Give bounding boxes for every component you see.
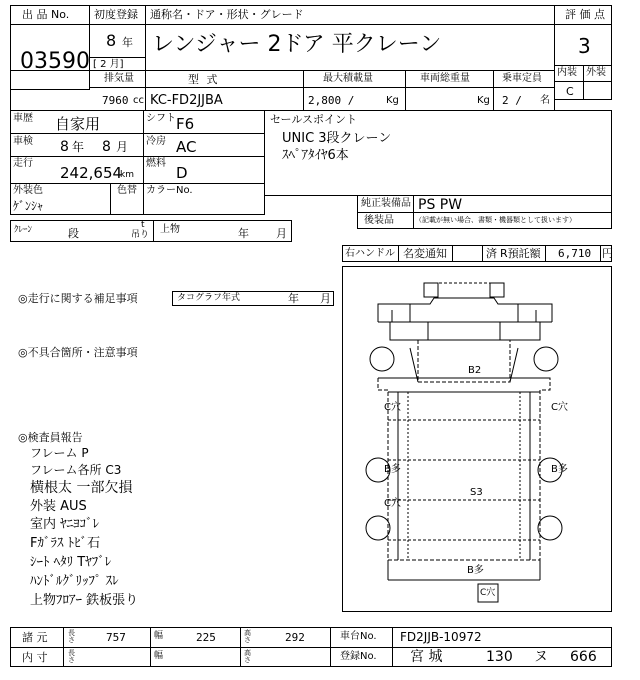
score-value: 3	[578, 34, 591, 58]
aftermarket-label: 後装品	[364, 215, 394, 226]
exterior-label: 外装	[586, 67, 606, 78]
diagram-mark: B多	[467, 565, 484, 576]
defects-label: ◎不具合箇所・注意事項	[18, 346, 138, 359]
diagram-mark: B2	[468, 365, 482, 376]
displacement-value: 7960	[102, 94, 129, 107]
color-code-label: 色替	[117, 185, 137, 196]
displacement-unit: cc	[133, 95, 144, 106]
top-label: 上物	[160, 224, 180, 235]
width-label-inner: 幅	[154, 651, 164, 661]
color-value: ｹﾞﾝｼｬ	[13, 199, 44, 213]
sales-point-line: ｽﾍﾟｱﾀｲﾔ6本	[282, 148, 349, 163]
inspector-line: ｼｰﾄ ﾍﾀﾘ Tﾔﾌﾞﾚ	[30, 555, 112, 570]
displacement-label: 排気量	[104, 73, 134, 84]
top-year: 年	[238, 227, 249, 240]
deposit-value: 6,710	[558, 247, 592, 260]
chassis-value: FD2JJB-10972	[400, 630, 482, 644]
max-load-unit: Kg	[386, 95, 399, 106]
color-no-label: カラーNo.	[146, 185, 193, 196]
inspector-report-label: ◎検査員報告	[18, 431, 83, 444]
inspector-line: 外装 AUS	[30, 499, 87, 514]
genuine-equip-label: 純正装備品	[361, 198, 411, 209]
history-value: 自家用	[55, 115, 101, 133]
first-reg-label: 初度登録	[94, 8, 138, 21]
capacity-label: 乗車定員	[502, 73, 542, 84]
driving-remarks-label: ◎走行に関する補足事項	[18, 292, 138, 305]
height-label: 高さ	[244, 629, 251, 644]
year-unit: 年	[122, 36, 133, 49]
reg-kana: ヌ	[534, 649, 548, 665]
fuel-value: D	[176, 164, 188, 182]
rhd-label: 右ハンドル	[345, 248, 395, 259]
inspector-line: フレーム P	[30, 446, 89, 460]
inspection-year: 8	[60, 139, 69, 155]
capacity-value: 2 /	[502, 94, 522, 107]
history-label: 車歴	[13, 113, 33, 124]
max-load-value: 2,800 /	[308, 94, 355, 107]
yen-label: 円	[602, 247, 613, 260]
model-name: レンジャー 2ドア 平クレーン	[152, 32, 442, 57]
inspector-line: フレーム各所 C3	[30, 463, 122, 477]
sales-point-line: UNIC 3段クレーン	[282, 131, 392, 146]
height-label-inner: 高さ	[244, 649, 251, 664]
tacho-month: 月	[320, 292, 331, 305]
length-value: 757	[106, 631, 126, 644]
model-code-value: KC-FD2JJBA	[150, 93, 223, 108]
inspector-line: ﾊﾝﾄﾞﾙｸﾞﾘｯﾌﾟ ｽﾚ	[30, 574, 119, 589]
reg-number: 666	[570, 649, 597, 665]
crane-label: ｸﾚｰﾝ	[14, 225, 33, 235]
inspector-line: 横根太 一部欠損	[30, 480, 133, 496]
diagram-mark: S3	[470, 487, 483, 498]
diagram-mark: C穴	[384, 402, 401, 413]
crane-lift: 吊り	[131, 230, 150, 240]
reg-class: 130	[486, 649, 513, 665]
fuel-label: 燃料	[146, 158, 166, 169]
aftermarket-note: （記載が無い場合、書類・機器類として扱います）	[415, 216, 576, 224]
color-label: 外装色	[13, 185, 43, 196]
length-label-inner: 長さ	[68, 649, 75, 664]
width-value: 225	[196, 631, 216, 644]
tachograph-label: タコグラフ年式	[177, 293, 241, 303]
max-load-label: 最大積載量	[323, 73, 373, 84]
diagram-mark: C穴	[384, 498, 401, 509]
tacho-year: 年	[288, 292, 299, 305]
name-change-label: 名変通知	[403, 247, 447, 260]
shift-label: シフト	[146, 113, 176, 124]
inspector-line: Fｶﾞﾗｽ ﾄﾋﾞ石	[30, 536, 101, 551]
ac-value: AC	[176, 138, 197, 156]
deposit-label: R預託額	[500, 247, 541, 260]
mileage-unit: km	[120, 170, 134, 180]
width-label: 幅	[154, 631, 164, 641]
inspector-line: 室内 ﾔﾆﾖｺﾞﾚ	[30, 517, 100, 532]
top-month: 月	[276, 227, 287, 240]
diagram-mark: B多	[551, 464, 568, 475]
gross-weight-label: 車両総重量	[420, 73, 470, 84]
diagram-mark: C穴	[551, 402, 568, 413]
chassis-label: 車台No.	[340, 631, 377, 642]
model-label: 通称名・ドア・形状・グレード	[150, 8, 304, 21]
lot-number: 03590	[20, 49, 90, 74]
gross-weight-unit: Kg	[477, 95, 490, 106]
dims-label: 諸 元	[22, 631, 48, 644]
reg-region: 宮 城	[410, 649, 443, 665]
inspection-label: 車検	[13, 136, 33, 147]
interior-label: 内装	[557, 67, 577, 78]
first-reg-year: 8	[106, 31, 117, 50]
mileage-label: 走行	[13, 158, 33, 169]
inspection-year-unit: 年	[72, 140, 85, 154]
score-label: 評 価 点	[565, 8, 605, 21]
height-value: 292	[285, 631, 305, 644]
deposit-prefix: 済	[486, 247, 497, 260]
diagram-mark: B多	[384, 464, 401, 475]
model-code-label: 型 式	[188, 73, 220, 86]
first-reg-month: [ 2 月]	[93, 59, 124, 70]
ac-label: 冷房	[146, 136, 166, 147]
inspection-month: 8	[102, 139, 111, 155]
shift-value: F6	[176, 115, 195, 133]
crane-stage: 段	[68, 227, 79, 240]
genuine-equip-value: PS PW	[418, 197, 463, 213]
reg-label: 登録No.	[340, 651, 377, 662]
crane-ton: t	[141, 220, 145, 230]
inspection-month-unit: 月	[116, 140, 129, 154]
mileage-value: 242,654	[60, 164, 123, 182]
sales-point-label: セールスポイント	[270, 113, 358, 126]
inspector-line: 上物ﾌﾛｱｰ 鉄板張り	[30, 593, 139, 608]
inner-dims-label: 内 寸	[22, 651, 48, 664]
interior-grade: C	[566, 85, 574, 98]
length-label: 長さ	[68, 629, 75, 644]
lot-label: 出 品 No.	[22, 8, 70, 21]
capacity-unit: 名	[540, 95, 550, 106]
diagram-mark: C穴	[480, 588, 496, 598]
